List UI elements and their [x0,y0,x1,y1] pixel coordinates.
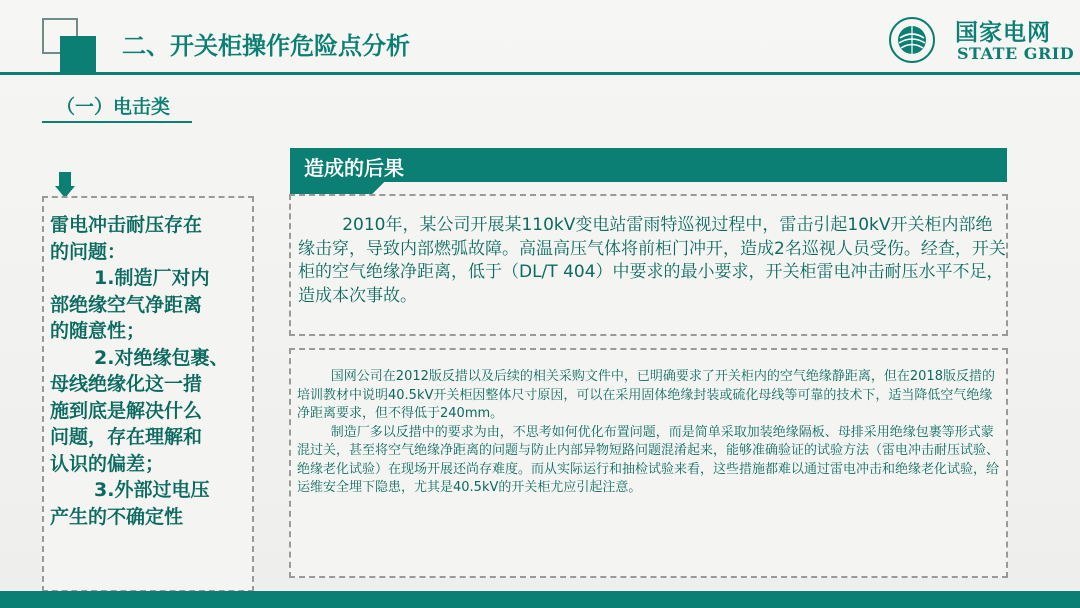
issues-line: 1.制造厂对内 [94,267,210,289]
subtitle-underline [42,121,192,123]
issues-line: 部绝缘空气净距离 [50,293,203,316]
issues-line: 产生的不确定性 [50,505,184,528]
issues-line: 认识的偏差； [50,452,165,475]
down-arrow-icon [59,172,71,186]
state-grid-logo-icon [888,16,936,64]
issues-line: 母线绝缘化这一措 [50,373,203,395]
analysis-paragraph-1: 国网公司在2012版反措以及后续的相关采购文件中，已明确要求了开关柜内的空气绝缘静距离，但在2018版反措的培训教材中说明40.5kV开关柜因整体尺寸原因，可以在采用固体绝缘封装或硫化母线等可靠的技术下，适当降低空气绝缘净距离要求，但不得低于240mm。 [297,369,995,421]
issues-line: 2.对绝缘包裹、 [94,346,229,369]
issues-line: 问题，存在理解和 [50,426,203,448]
section-subtitle: （一）电击类 [56,96,171,118]
decor-square-filled [60,36,96,72]
banner-tab-decor [290,182,466,194]
header-divider [0,72,1080,75]
issues-line: 的随意性； [50,320,146,342]
issues-text [50,212,260,530]
issues-line: 3.外部过电压 [94,479,210,501]
logo-text-cn: 国家电网 [955,20,1051,46]
page-title: 二、开关柜操作危险点分析 [122,32,410,60]
incident-text [298,214,1008,308]
incident-paragraph: 2010年，某公司开展某110kV变电站雷雨特巡视过程中，雷击引起10kV开关柜内部绝缘击穿，导致内部燃弧故障。高温高压气体将前柜门冲开，造成2名巡视人员受伤。经查，开关柜的空气绝缘净距离，低于（DL/T 404）中要求的最小要求，开关柜雷电冲击耐压水平不足，造成本次事故。 [298,215,1006,306]
logo-text-en: STATE GRID [957,44,1075,63]
issues-line: 雷电冲击耐压存在 [50,214,203,236]
issues-line: 施到底是解决什么 [50,399,203,422]
analysis-text [297,368,1005,498]
footer-bar [0,591,1080,608]
analysis-paragraph-2: 制造厂多以反措中的要求为由，不思考如何优化布置问题，而是简单采取加装绝缘隔板、母排采用绝缘包裹等形式蒙混过关，甚至将空气绝缘净距离的问题与防止内部异物短路问题混淆起来，能够准确验证的试验方法（雷电冲击耐压试验、绝缘老化试验）在现场开展还尚存难度。而从实际运行和抽检试验来看，这些措施都难以通过雷电冲击和绝缘老化试验，给运维安全埋下隐患，尤其是40.5kV的开关柜尤应引起注意。 [297,424,1000,495]
banner-label: 造成的后果 [304,156,404,180]
issues-line: 的问题： [50,240,127,263]
